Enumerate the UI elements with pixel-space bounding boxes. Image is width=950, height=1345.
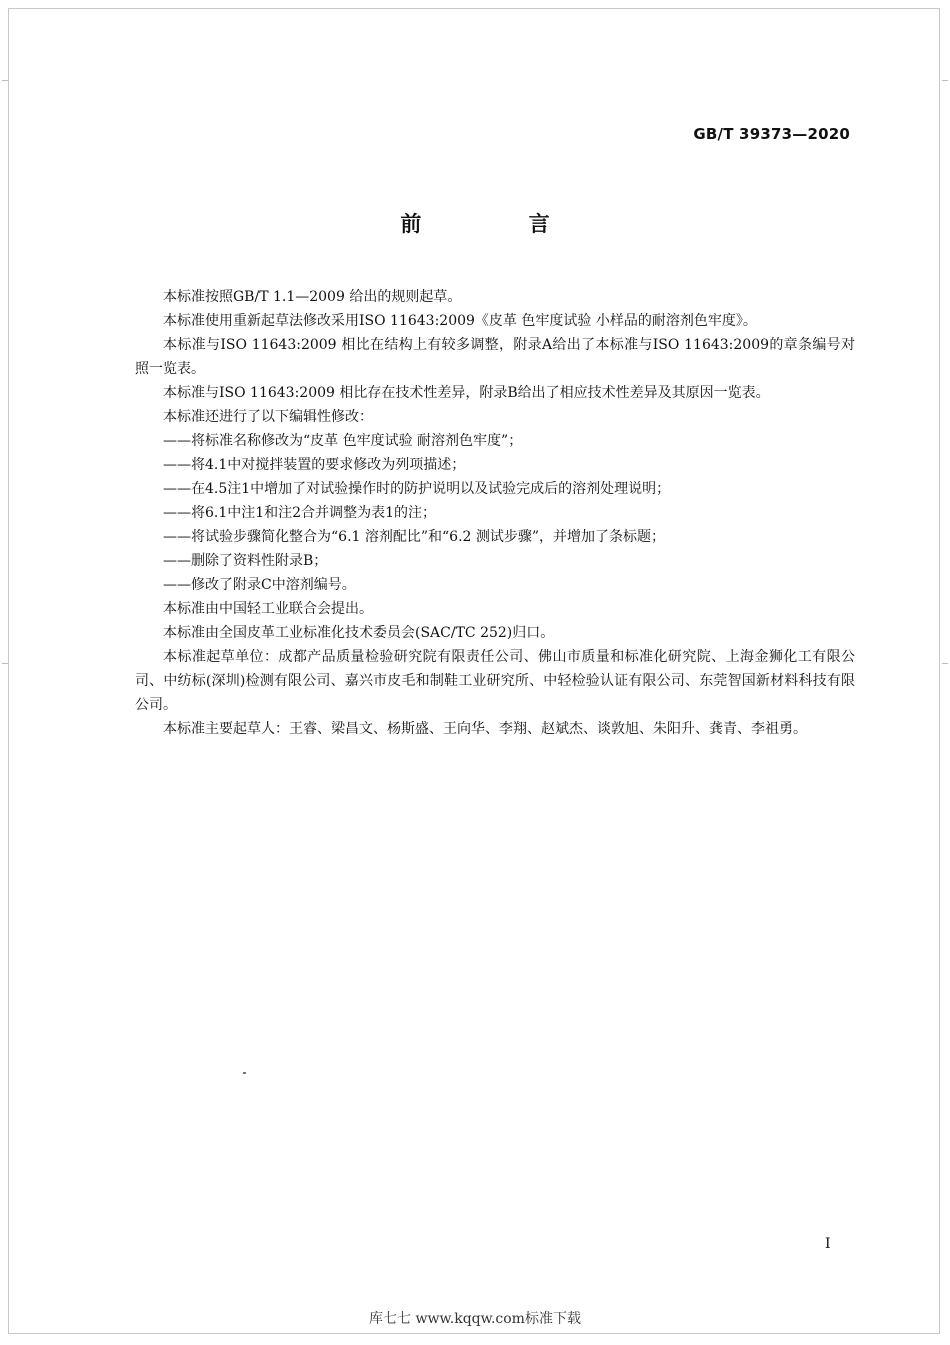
list-item: ——将试验步骤简化整合为“6.1 溶剂配比”和“6.2 测试步骤”，并增加了条标题； [163, 529, 666, 545]
paragraph: 本标准与ISO 11643:2009 相比存在技术性差异，附录B给出了相应技术性差异及其原因一览表。 [163, 385, 770, 401]
margin-tick [2, 663, 8, 664]
page-title: 前 言 [400, 212, 600, 236]
list-item: ——将标准名称修改为“皮革 色牢度试验 耐溶剂色牢度”； [163, 433, 523, 449]
list-item: ——将4.1中对搅拌装置的要求修改为列项描述； [163, 457, 466, 473]
paragraph: 本标准按照GB/T 1.1—2009 给出的规则起草。 [163, 289, 462, 305]
list-item: ——删除了资料性附录B； [163, 553, 328, 569]
paragraph: 本标准使用重新起草法修改采用ISO 11643:2009《皮革 色牢度试验 小样品的耐溶剂色牢度》。 [163, 313, 757, 329]
paragraph: 本标准由中国轻工业联合会提出。 [163, 601, 373, 617]
paragraph: 本标准与ISO 11643:2009 相比在结构上有较多调整，附录A给出了本标准与ISO 11643:2009的章条编号对照一览表。 [135, 337, 855, 377]
footer-watermark: 库七七 www.kqqw.com标准下载 [369, 1311, 581, 1327]
paragraph: 本标准还进行了以下编辑性修改： [163, 409, 373, 425]
paragraph: 本标准主要起草人：王睿、梁昌文、杨斯盛、王向华、李翔、赵斌杰、谈敦旭、朱阳升、龚青、李祖勇。 [163, 721, 807, 737]
list-item: ——将6.1中注1和注2合并调整为表1的注； [163, 505, 436, 521]
foreword-body [135, 285, 855, 741]
list-item: ——修改了附录C中溶剂编号。 [163, 577, 356, 593]
margin-tick [2, 80, 8, 81]
standard-number: GB/T 39373—2020 [693, 125, 850, 143]
margin-tick [942, 663, 948, 664]
paragraph: 本标准起草单位：成都产品质量检验研究院有限责任公司、佛山市质量和标准化研究院、上海金狮化工有限公司、中纺标(深圳)检测有限公司、嘉兴市皮毛和制鞋工业研究所、中轻检验认证有限公司、东莞智国新材料科技有限公司。 [135, 649, 855, 713]
scan-speck [243, 1072, 246, 1074]
margin-tick [942, 80, 948, 81]
list-item: ——在4.5注1中增加了对试验操作时的防护说明以及试验完成后的溶剂处理说明； [163, 481, 671, 497]
paragraph: 本标准由全国皮革工业标准化技术委员会(SAC/TC 252)归口。 [163, 625, 555, 641]
page-number: I [825, 1236, 831, 1252]
